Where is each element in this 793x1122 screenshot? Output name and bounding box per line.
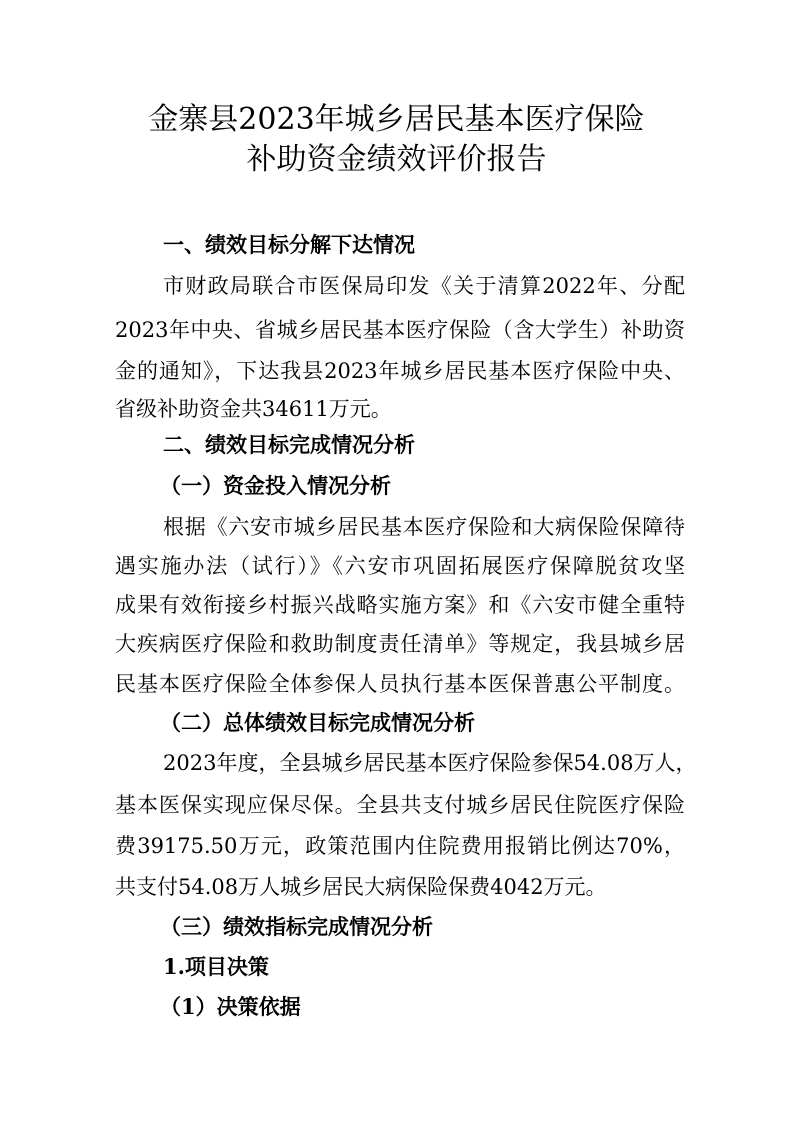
section-heading-1: 一、绩效目标分解下达情况: [163, 232, 415, 257]
paragraph-line: 省级补助资金共34611万元。: [115, 397, 392, 421]
paragraph-line: 大疾病医疗保险和救助制度责任清单》等规定，我县城乡居: [115, 632, 685, 656]
subsection-heading-1: （一）资金投入情况分析: [160, 473, 391, 498]
paragraph-line: 根据《六安市城乡居民基本医疗保险和大病保险保障待: [163, 515, 685, 539]
paragraph-line: 2023年中央、省城乡居民基本医疗保险（含大学生）补助资: [115, 318, 685, 342]
paragraph-line: 民基本医疗保险全体参保人员执行基本医保普惠公平制度。: [115, 672, 685, 696]
paragraph-line: 市财政局联合市医保局印发《关于清算2022年、分配: [163, 274, 685, 298]
section-heading-2: 二、绩效目标完成情况分析: [163, 432, 415, 457]
item-heading: 1.项目决策: [163, 954, 269, 979]
report-title-line-1: 金寨县2023年城乡居民基本医疗保险: [148, 102, 645, 137]
paragraph-line: 共支付54.08万人城乡居民大病保险保费4042万元。: [115, 875, 607, 899]
subsection-heading-2: （二）总体绩效目标完成情况分析: [160, 710, 475, 735]
paragraph-line: 金的通知》，下达我县2023年城乡居民基本医疗保险中央、: [115, 359, 685, 383]
report-title-line-2: 补助资金绩效评价报告: [246, 142, 547, 177]
paragraph-line: 成果有效衔接乡村振兴战略实施方案》和《六安市健全重特: [115, 593, 685, 617]
paragraph-line: 遇实施办法（试行）》《六安市巩固拓展医疗保障脱贫攻坚: [115, 554, 685, 578]
paragraph-line: 基本医保实现应保尽保。全县共支付城乡居民住院医疗保险: [115, 793, 685, 817]
paragraph-line: 2023年度，全县城乡居民基本医疗保险参保54.08万人，: [163, 751, 697, 775]
subsection-heading-3: （三）绩效指标完成情况分析: [160, 914, 433, 939]
paragraph-line: 费39175.50万元，政策范围内住院费用报销比例达70%，: [115, 834, 685, 858]
sub-item-heading: （1）决策依据: [160, 994, 301, 1019]
